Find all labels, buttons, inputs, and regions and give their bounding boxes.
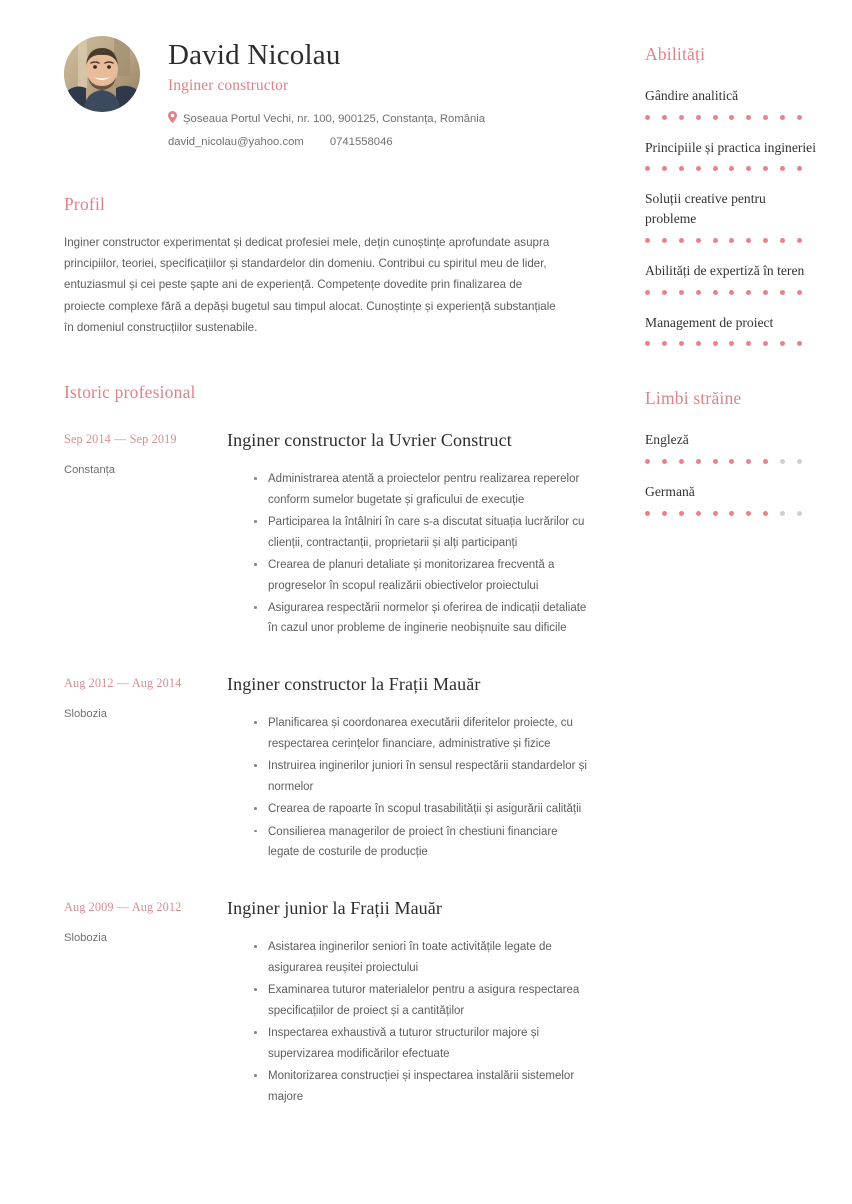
skills-section xyxy=(645,44,817,346)
level-dot-filled xyxy=(696,115,701,120)
job-bullet: Planificarea și coordonarea executării diferitelor proiecte, cu respectarea cerințelor financiare, administrative și fizice xyxy=(254,713,588,754)
level-dot-filled xyxy=(729,511,734,516)
level-dot-filled xyxy=(729,290,734,295)
level-dot-empty xyxy=(797,459,802,464)
level-dot-filled xyxy=(662,511,667,516)
level-dot-filled xyxy=(679,290,684,295)
level-dot-filled xyxy=(797,238,802,243)
level-dot-filled xyxy=(645,511,650,516)
job-bullet: Examinarea tuturor materialelor pentru a asigura respectarea specificațiilor de proiect și a cantităților xyxy=(254,980,588,1021)
location-pin-icon xyxy=(168,111,177,123)
skill-item-label: Soluții creative pentru probleme xyxy=(645,191,766,227)
level-dot-filled xyxy=(662,459,667,464)
level-dot-filled xyxy=(780,166,785,171)
level-dot-filled xyxy=(763,290,768,295)
level-dot-filled xyxy=(662,238,667,243)
job-bullet: Administrarea atentă a proiectelor pentru realizarea reperelor conform sumelor bugetate și graficului de execuție xyxy=(254,469,588,510)
level-dot-empty xyxy=(780,511,785,516)
level-dot-filled xyxy=(729,238,734,243)
level-dot-filled xyxy=(679,511,684,516)
level-dot-filled xyxy=(763,238,768,243)
job-location: Slobozia xyxy=(64,707,107,720)
level-dot-filled xyxy=(746,238,751,243)
job-entry xyxy=(64,673,588,865)
level-dot-filled xyxy=(713,511,718,516)
profile-section xyxy=(64,194,588,337)
job-bullet: Crearea de rapoarte în scopul trasabilității și asigurării calității xyxy=(254,799,588,819)
level-dot-filled xyxy=(780,238,785,243)
level-dot-filled xyxy=(645,238,650,243)
level-dot-filled xyxy=(763,166,768,171)
level-dot-filled xyxy=(662,290,667,295)
profile-text: Inginer constructor experimentat și dedicat profesiei mele, dețin cunoștințe aprofundate asupra principiilor, teoriei, specificațiilor și standardelor din domeniu. Contribui cu spiritul meu de lider, entuziasmul și cei peste șapte ani de experiență. Competențe dovedite prin finalizarea de proiecte complexe fără a depăși bugetul sau timpul alocat. Cunoștințe și experiență substanțiale în domeniul construcțiilor sustenabile. xyxy=(64,236,556,334)
experience-heading: Istoric profesional xyxy=(64,381,196,402)
header-text-block xyxy=(168,36,588,151)
skill-item-level-dots xyxy=(645,166,802,171)
level-dot-filled xyxy=(679,459,684,464)
level-dot-empty xyxy=(797,511,802,516)
job-bullet-list xyxy=(227,469,588,639)
level-dot-filled xyxy=(713,115,718,120)
level-dot-filled xyxy=(645,290,650,295)
level-dot-filled xyxy=(713,459,718,464)
languages-section xyxy=(645,388,817,515)
level-dot-filled xyxy=(746,115,751,120)
level-dot-filled xyxy=(713,166,718,171)
level-dot-filled xyxy=(746,511,751,516)
level-dot-filled xyxy=(729,459,734,464)
languages-list xyxy=(645,430,817,515)
phone-text[interactable]: 0741558046 xyxy=(329,135,393,148)
job-meta xyxy=(64,429,224,641)
level-dot-filled xyxy=(713,238,718,243)
skills-list xyxy=(645,86,817,346)
skill-item-level-dots xyxy=(645,290,802,295)
job-title: Inginer constructor la Frații Mauăr xyxy=(227,673,481,694)
language-item-level-dots xyxy=(645,511,802,516)
level-dot-filled xyxy=(713,341,718,346)
level-dot-filled xyxy=(763,459,768,464)
level-dot-filled xyxy=(780,115,785,120)
job-location: Constanța xyxy=(64,463,115,476)
level-dot-filled xyxy=(729,341,734,346)
level-dot-filled xyxy=(746,459,751,464)
level-dot-filled xyxy=(780,290,785,295)
languages-heading: Limbi străine xyxy=(645,388,742,409)
level-dot-filled xyxy=(679,341,684,346)
level-dot-filled xyxy=(746,341,751,346)
job-bullet: Asigurarea respectării normelor și oferirea de indicații detaliate în cazul unor probleme de inginerie neobișnuite sau dificile xyxy=(254,598,588,639)
level-dot-filled xyxy=(662,166,667,171)
skill-item xyxy=(645,261,817,295)
job-bullet: Asistarea inginerilor seniori în toate activitățile legate de asigurarea reușitei proiectului xyxy=(254,937,588,978)
skill-item-label: Gândire analitică xyxy=(645,88,739,103)
level-dot-empty xyxy=(780,459,785,464)
main-column xyxy=(64,0,588,1109)
level-dot-filled xyxy=(645,341,650,346)
level-dot-filled xyxy=(797,290,802,295)
level-dot-filled xyxy=(763,341,768,346)
sidebar xyxy=(645,0,817,516)
level-dot-filled xyxy=(696,511,701,516)
job-bullet: Consilierea managerilor de proiect în chestiuni financiare legate de costurile de producție xyxy=(254,822,588,863)
skill-item-level-dots xyxy=(645,238,802,243)
skill-item-label: Management de proiect xyxy=(645,314,774,330)
job-bullet-list xyxy=(227,713,588,862)
job-location: Slobozia xyxy=(64,931,107,944)
job-title: Inginer constructor la Uvrier Construct xyxy=(227,429,512,450)
level-dot-filled xyxy=(696,341,701,346)
jobs-container xyxy=(64,429,588,1109)
level-dot-filled xyxy=(662,115,667,120)
skill-item xyxy=(645,189,817,242)
job-entry xyxy=(64,897,588,1109)
level-dot-filled xyxy=(696,459,701,464)
language-item xyxy=(645,482,817,516)
job-meta xyxy=(64,897,224,1109)
level-dot-filled xyxy=(746,290,751,295)
job-body xyxy=(224,429,588,641)
level-dot-filled xyxy=(729,166,734,171)
level-dot-filled xyxy=(763,115,768,120)
language-item-label: Germană xyxy=(645,483,695,499)
job-title: Inginer junior la Frații Mauăr xyxy=(227,897,442,918)
skill-item-label: Principiile și practica ingineriei xyxy=(645,139,816,155)
job-bullet-list xyxy=(227,937,588,1107)
skill-item-label: Abilități de expertiză în teren xyxy=(645,262,805,278)
skill-item xyxy=(645,138,817,172)
skill-item-level-dots xyxy=(645,115,802,120)
address-line xyxy=(168,111,588,129)
contact-block xyxy=(168,111,588,151)
job-role-subtitle: Inginer constructor xyxy=(168,77,289,95)
level-dot-filled xyxy=(662,341,667,346)
job-dates: Aug 2009 — Aug 2012 xyxy=(64,899,182,914)
level-dot-filled xyxy=(729,115,734,120)
level-dot-filled xyxy=(696,290,701,295)
level-dot-filled xyxy=(797,166,802,171)
level-dot-filled xyxy=(679,166,684,171)
level-dot-filled xyxy=(797,341,802,346)
email-text[interactable]: david_nicolau@yahoo.com xyxy=(168,135,304,148)
level-dot-filled xyxy=(696,238,701,243)
experience-section xyxy=(64,382,588,1109)
language-item-level-dots xyxy=(645,459,802,464)
level-dot-filled xyxy=(696,166,701,171)
job-bullet: Inspectarea exhaustivă a tuturor structurilor majore și supervizarea modificărilor efectuate xyxy=(254,1023,588,1064)
language-item xyxy=(645,430,817,464)
page-title: David Nicolau xyxy=(168,39,341,71)
job-entry xyxy=(64,429,588,641)
level-dot-filled xyxy=(746,166,751,171)
level-dot-filled xyxy=(713,290,718,295)
profile-photo-image xyxy=(64,36,140,112)
level-dot-filled xyxy=(645,459,650,464)
address-text: Șoseaua Portul Vechi, nr. 100, 900125, Constanța, România xyxy=(183,113,486,126)
job-body xyxy=(224,673,588,865)
level-dot-filled xyxy=(645,166,650,171)
job-bullet: Participarea la întâlniri în care s-a discutat situația lucrărilor cu clienții, contractanții, proprietarii și alți participanți xyxy=(254,512,588,553)
job-bullet: Monitorizarea construcției și inspectarea instalării sistemelor majore xyxy=(254,1066,588,1107)
email-phone-line xyxy=(168,134,588,152)
skill-item-level-dots xyxy=(645,341,802,346)
level-dot-filled xyxy=(797,115,802,120)
level-dot-filled xyxy=(679,238,684,243)
skill-item xyxy=(645,86,817,120)
avatar xyxy=(64,36,140,112)
skill-item xyxy=(645,313,817,347)
resume-header xyxy=(64,0,588,151)
job-bullet: Crearea de planuri detaliate și monitorizarea frecventă a progreselor în scopul realizării obiectivelor proiectului xyxy=(254,555,588,596)
skills-heading: Abilități xyxy=(645,44,706,64)
level-dot-filled xyxy=(780,341,785,346)
job-bullet: Instruirea inginerilor juniori în sensul respectării standardelor și normelor xyxy=(254,756,588,797)
level-dot-filled xyxy=(763,511,768,516)
language-item-label: Engleză xyxy=(645,432,689,448)
job-dates: Sep 2014 — Sep 2019 xyxy=(64,431,177,446)
job-meta xyxy=(64,673,224,865)
level-dot-filled xyxy=(645,115,650,120)
job-body xyxy=(224,897,588,1109)
profile-heading: Profil xyxy=(64,194,106,215)
job-dates: Aug 2012 — Aug 2014 xyxy=(64,675,182,690)
level-dot-filled xyxy=(679,115,684,120)
